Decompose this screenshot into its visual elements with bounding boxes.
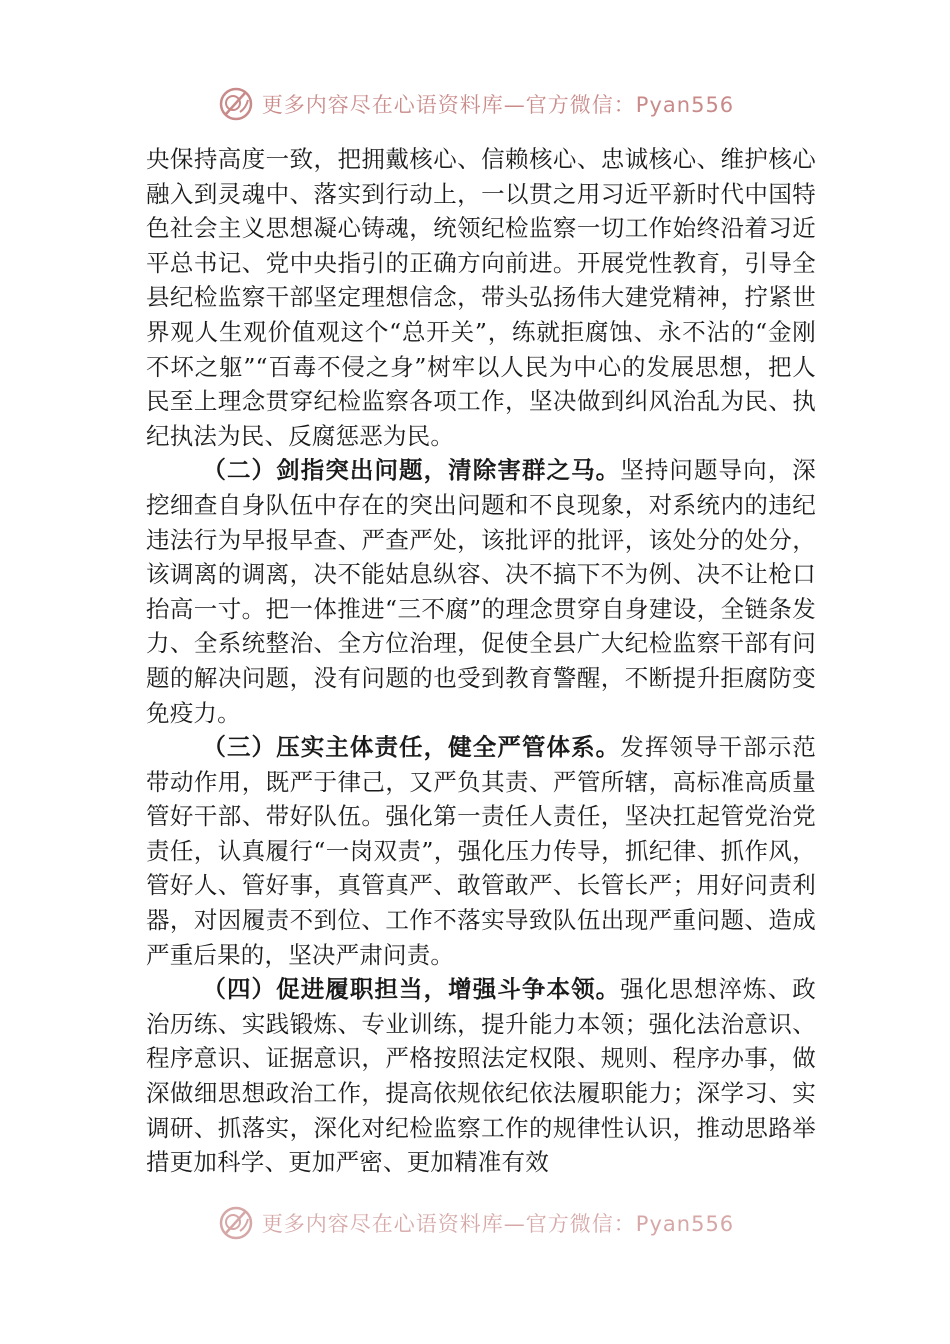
paragraph-3-heading: （三）压实主体责任，健全严管体系。: [202, 733, 621, 762]
paragraph-1: [146, 142, 816, 453]
paragraph-2-heading: （二）剑指突出问题，清除害群之马。: [202, 456, 621, 485]
watermark-text: 更多内容尽在心语资料库—官方微信：Pyan556: [261, 93, 735, 117]
document-body: [146, 142, 816, 1180]
paragraph-4-body: 强化思想淬炼、政治历练、实践锻炼、专业训练，提升能力本领；强化法治意识、程序意识、证据意识，严格按照法定权限、规则、程序办事，做深做细思想政治工作，提高依规依纪依法履职能力；深学习、实调研、抓落实，深化对纪检监察工作的规律性认识，推动思路举措更加科学、更加严密、更加精准有效: [146, 975, 816, 1177]
paragraph-3-body: 发挥领导干部示范带动作用，既严于律己，又严负其责、严管所辖，高标准高质量管好干部、带好队伍。强化第一责任人责任，坚决扛起管党治党责任，认真履行“一岗双责”，强化压力传导，抓纪律、抓作风，管好人、管好事，真管真严、敢管敢严、长管长严；用好问责利器，对因履责不到位、工作不落实导致队伍出现严重问题、造成严重后果的，坚决严肃问责。: [146, 733, 816, 969]
watermark-logo-icon: [216, 1203, 256, 1243]
watermark-footer: [0, 1203, 950, 1243]
paragraph-4: [146, 972, 816, 1180]
watermark-header: [0, 84, 950, 124]
paragraph-4-heading: （四）促进履职担当，增强斗争本领。: [202, 975, 621, 1004]
watermark-text: 更多内容尽在心语资料库—官方微信：Pyan556: [261, 1212, 735, 1236]
paragraph-2: [146, 453, 816, 730]
paragraph-2-body: 坚持问题导向，深挖细查自身队伍中存在的突出问题和不良现象，对系统内的违纪违法行为早报早查、严查严处，该批评的批评，该处分的处分，该调离的调离，决不能姑息纵容、决不搞下不为例、决不让枪口抬高一寸。把一体推进“三不腐”的理念贯穿自身建设，全链条发力、全系统整治、全方位治理，促使全县广大纪检监察干部有问题的解决问题，没有问题的也受到教育警醒，不断提升拒腐防变免疫力。: [146, 456, 816, 727]
paragraph-1-body: 央保持高度一致，把拥戴核心、信赖核心、忠诚核心、维护核心融入到灵魂中、落实到行动上，一以贯之用习近平新时代中国特色社会主义思想凝心铸魂，统领纪检监察一切工作始终沿着习近平总书记、党中央指引的正确方向前进。开展党性教育，引导全县纪检监察干部坚定理想信念，带头弘扬伟大建党精神，拧紧世界观人生观价值观这个“总开关”，练就拒腐蚀、永不沾的“金刚不坏之躯”“百毒不侵之身”树牢以人民为中心的发展思想，把人民至上理念贯穿纪检监察各项工作，坚决做到纠风治乱为民、执纪执法为民、反腐惩恶为民。: [146, 145, 816, 450]
watermark-logo-icon: [216, 84, 256, 124]
paragraph-3: [146, 730, 816, 972]
